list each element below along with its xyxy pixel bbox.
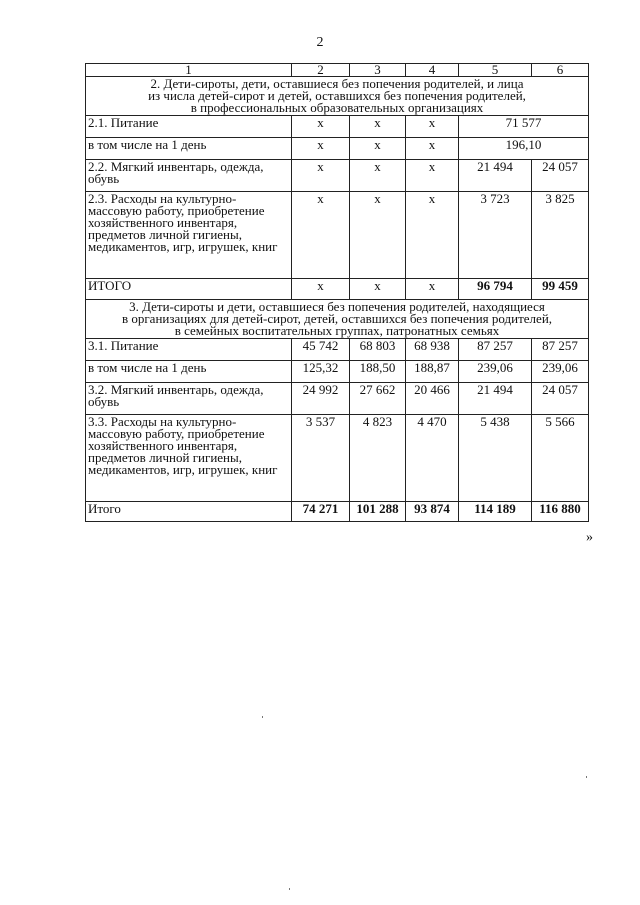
cell-c3: x <box>350 138 406 160</box>
row-label: 3.3. Расходы на культурно-массовую работу, приобретение хозяйственного инвентаря, предметов личной гигиены, медикаментов, игр, игрушек, книг <box>86 415 292 502</box>
cell-c5: 87 257 <box>459 339 532 361</box>
cell-c6: 24 057 <box>532 383 589 415</box>
cell-c2: 125,32 <box>292 361 350 383</box>
row-label: в том числе на 1 день <box>86 361 292 383</box>
header-col-6: 6 <box>532 64 589 77</box>
cell-c2: x <box>292 192 350 279</box>
cell-c2: x <box>292 279 350 300</box>
cell-c5: 96 794 <box>459 279 532 300</box>
header-col-5: 5 <box>459 64 532 77</box>
column-number-header-row <box>86 64 589 77</box>
cell-c6: 87 257 <box>532 339 589 361</box>
cell-c2: 74 271 <box>292 502 350 522</box>
row-label: 2.2. Мягкий инвентарь, одежда, обувь <box>86 160 292 192</box>
header-col-2: 2 <box>292 64 350 77</box>
header-col-3: 3 <box>350 64 406 77</box>
cell-c6: 3 825 <box>532 192 589 279</box>
cell-c6: 5 566 <box>532 415 589 502</box>
table-row <box>86 361 589 383</box>
section-3-title: 3. Дети-сироты и дети, оставшиеся без попечения родителей, находящиеся в организациях для детей-сирот, детей, оставшихся без попечения родителей, в семейных воспитательных группах, патронатных семьях <box>86 300 589 339</box>
table-row-total <box>86 279 589 300</box>
cell-c4: 68 938 <box>406 339 459 361</box>
row-label: 2.1. Питание <box>86 116 292 138</box>
closing-quote-mark: » <box>586 530 593 545</box>
cell-c4: x <box>406 279 459 300</box>
row-label: ИТОГО <box>86 279 292 300</box>
budget-table <box>85 63 589 522</box>
cell-c5-c6-merged: 196,10 <box>459 138 589 160</box>
row-label: 3.1. Питание <box>86 339 292 361</box>
cell-c4: x <box>406 160 459 192</box>
cell-c3: 101 288 <box>350 502 406 522</box>
table-row <box>86 192 589 279</box>
cell-c2: x <box>292 116 350 138</box>
cell-c3: 68 803 <box>350 339 406 361</box>
cell-c2: 24 992 <box>292 383 350 415</box>
cell-c3: x <box>350 192 406 279</box>
cell-c2: x <box>292 160 350 192</box>
row-label: 3.2. Мягкий инвентарь, одежда, обувь <box>86 383 292 415</box>
cell-c4: 20 466 <box>406 383 459 415</box>
cell-c4: x <box>406 116 459 138</box>
cell-c5: 21 494 <box>459 383 532 415</box>
table-row <box>86 415 589 502</box>
scan-speck <box>262 716 263 718</box>
cell-c6: 24 057 <box>532 160 589 192</box>
cell-c3: 188,50 <box>350 361 406 383</box>
scan-speck <box>586 776 587 778</box>
table-row-total <box>86 502 589 522</box>
cell-c4: 188,87 <box>406 361 459 383</box>
cell-c5: 114 189 <box>459 502 532 522</box>
cell-c4: 4 470 <box>406 415 459 502</box>
cell-c2: x <box>292 138 350 160</box>
cell-c3: x <box>350 116 406 138</box>
cell-c3: x <box>350 160 406 192</box>
cell-c6: 239,06 <box>532 361 589 383</box>
cell-c4: 93 874 <box>406 502 459 522</box>
cell-c3: x <box>350 279 406 300</box>
cell-c5: 5 438 <box>459 415 532 502</box>
cell-c6: 116 880 <box>532 502 589 522</box>
cell-c2: 45 742 <box>292 339 350 361</box>
cell-c4: x <box>406 192 459 279</box>
cell-c4: x <box>406 138 459 160</box>
table-row <box>86 138 589 160</box>
cell-c3: 27 662 <box>350 383 406 415</box>
table-row <box>86 116 589 138</box>
section-3-header-row <box>86 300 589 339</box>
cell-c5: 3 723 <box>459 192 532 279</box>
row-label: 2.3. Расходы на культурно-массовую работу, приобретение хозяйственного инвентаря, предметов личной гигиены, медикаментов, игр, игрушек, книг <box>86 192 292 279</box>
header-col-1: 1 <box>86 64 292 77</box>
table-row <box>86 383 589 415</box>
table-row <box>86 339 589 361</box>
row-label: в том числе на 1 день <box>86 138 292 160</box>
header-col-4: 4 <box>406 64 459 77</box>
cell-c5: 239,06 <box>459 361 532 383</box>
section-2-header-row <box>86 77 589 116</box>
scan-speck <box>289 888 290 890</box>
row-label: Итого <box>86 502 292 522</box>
cell-c5: 21 494 <box>459 160 532 192</box>
table-row <box>86 160 589 192</box>
page-number: 2 <box>316 35 324 50</box>
cell-c2: 3 537 <box>292 415 350 502</box>
cell-c5-c6-merged: 71 577 <box>459 116 589 138</box>
cell-c6: 99 459 <box>532 279 589 300</box>
section-2-title: 2. Дети-сироты, дети, оставшиеся без попечения родителей, и лица из числа детей-сирот и детей, оставшихся без попечения родителей, в профессиональных образовательных организациях <box>86 77 589 116</box>
cell-c3: 4 823 <box>350 415 406 502</box>
